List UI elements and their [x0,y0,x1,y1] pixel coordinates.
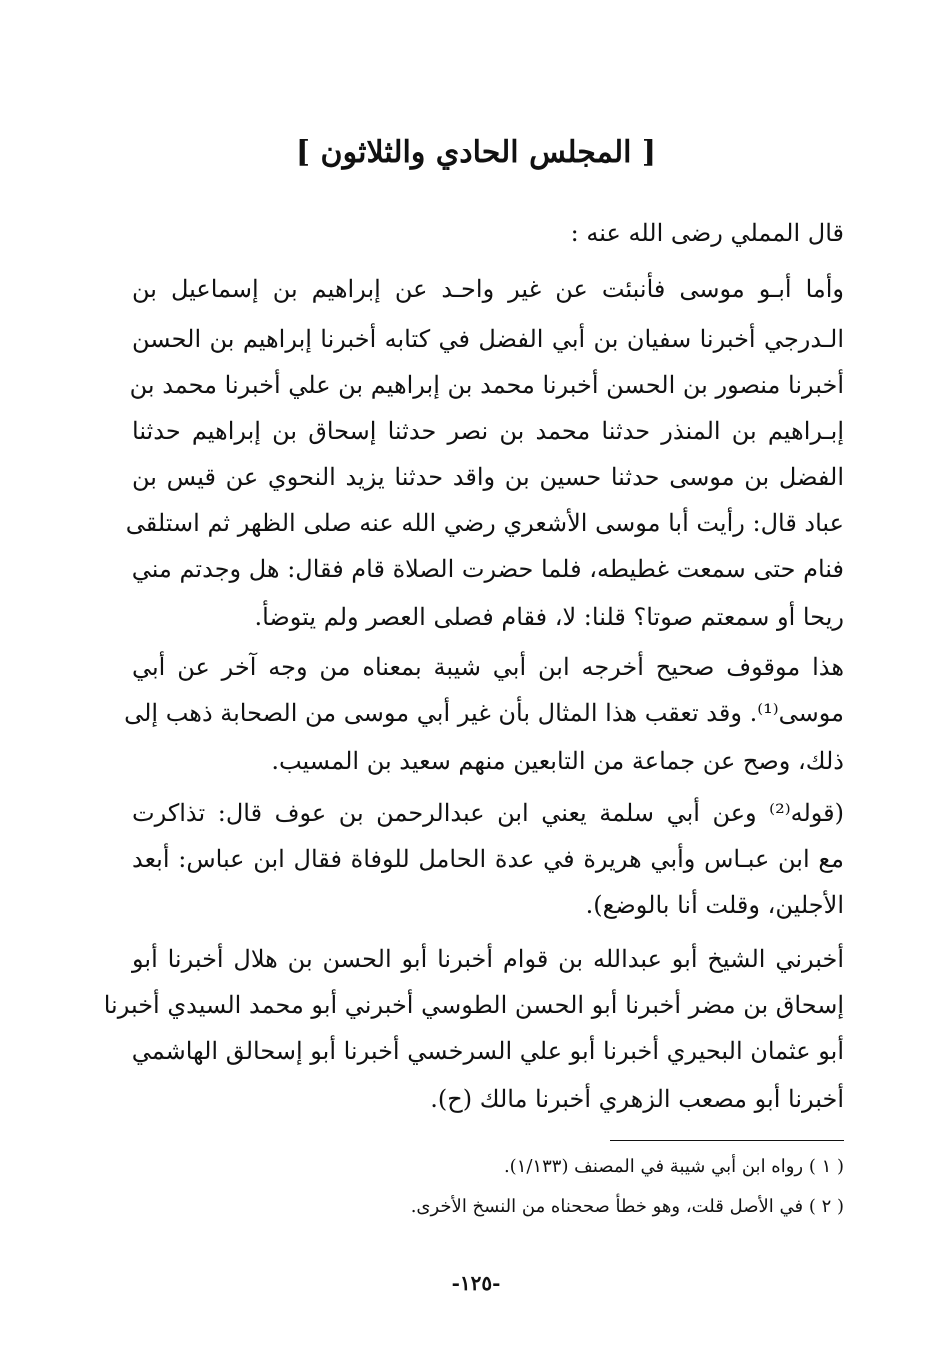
paragraph-4-line-4: أخبرنا أبو مصعب الزهري أخبرنا مالك (ح). [430,1085,844,1113]
footnote-2: ( ٢ ) في الأصل قلت، وهو خطأ صححناه من النسخ الأخرى. [410,1196,844,1217]
paragraph-1-line-1: وأما أبـو موسى فأنبئت عن غير واحـد عن إبراهيم بن إسماعيل بن [132,275,844,303]
paragraph-3-line-1: (قوله⁽²⁾ وعن أبي سلمة يعني ابن عبدالرحمن بن عوف قال: تذاكرت [132,799,844,827]
paragraph-1-line-6: عباد قال: رأيت أبا موسى الأشعري رضي الله عنه صلى الظهر ثم استلقى [125,509,844,537]
paragraph-1-line-5: الفضل بن موسى حدثنا حسين بن واقد حدثنا يزيد النحوي عن قيس بن [132,463,844,491]
paragraph-2-line-2: موسى⁽¹⁾. وقد تعقب هذا المثال بأن غير أبي موسى من الصحابة ذهب إلى [124,699,844,727]
paragraph-3-line-2: مع ابن عبـاس وأبي هريرة في عدة الحامل للوفاة فقال ابن عباس: أبعد [132,845,844,873]
paragraph-1-line-8: ريحا أو سمعتم صوتا؟ قلنا: لا، فقام فصلى العصر ولم يتوضأ. [254,603,844,631]
paragraph-4-line-1: أخبرني الشيخ أبو عبدالله بن قوام أخبرنا أبو الحسن بن هلال أخبرنا أبو [132,945,844,973]
intro-line: قال المملي رضى الله عنه : [570,219,844,247]
page-number: -١٢٥- [451,1271,501,1295]
paragraph-1-line-7: فنام حتى سمعت غطيطه، فلما حضرت الصلاة قام فقال: هل وجدتم مني [131,555,844,583]
paragraph-1-line-3: أخبرنا منصور بن الحسن أخبرنا محمد بن إبراهيم بن علي أخبرنا محمد بن [129,371,844,399]
footnote-1: ( ١ ) رواه ابن أبي شيبة في المصنف (١/١٣٣). [503,1156,844,1177]
paragraph-1-line-2: الـدرجي أخبرنا سفيان بن أبي الفضل في كتابه أخبرنا إبراهيم بن الحسن [132,325,844,353]
paragraph-4-line-2: إسحاق بن مضر أخبرنا أبو الحسن الطوسي أخبرني أبو محمد السيدي أخبرنا [103,991,844,1019]
paragraph-2-line-3: ذلك، وصح عن جماعة من التابعين منهم سعيد بن المسيب. [271,747,844,775]
footnote-divider [610,1140,844,1141]
paragraph-4-line-3: أبو عثمان البحيري أخبرنا أبو علي السرخسي أخبرنا أبو إسحالق الهاشمي [131,1037,844,1065]
paragraph-2-line-1: هذا موقوف صحيح أخرجه ابن أبي شيبة بمعناه من وجه آخر عن أبي [132,653,844,681]
section-title: [ المجلس الحادي والثلاثون ] [295,135,657,170]
paragraph-1-line-4: إبـراهيم بن المنذر حدثنا محمد بن نصر حدثنا إسحاق بن إبراهيم حدثنا [132,417,844,445]
paragraph-3-line-3: الأجلين، وقلت أنا بالوضع). [585,891,844,919]
